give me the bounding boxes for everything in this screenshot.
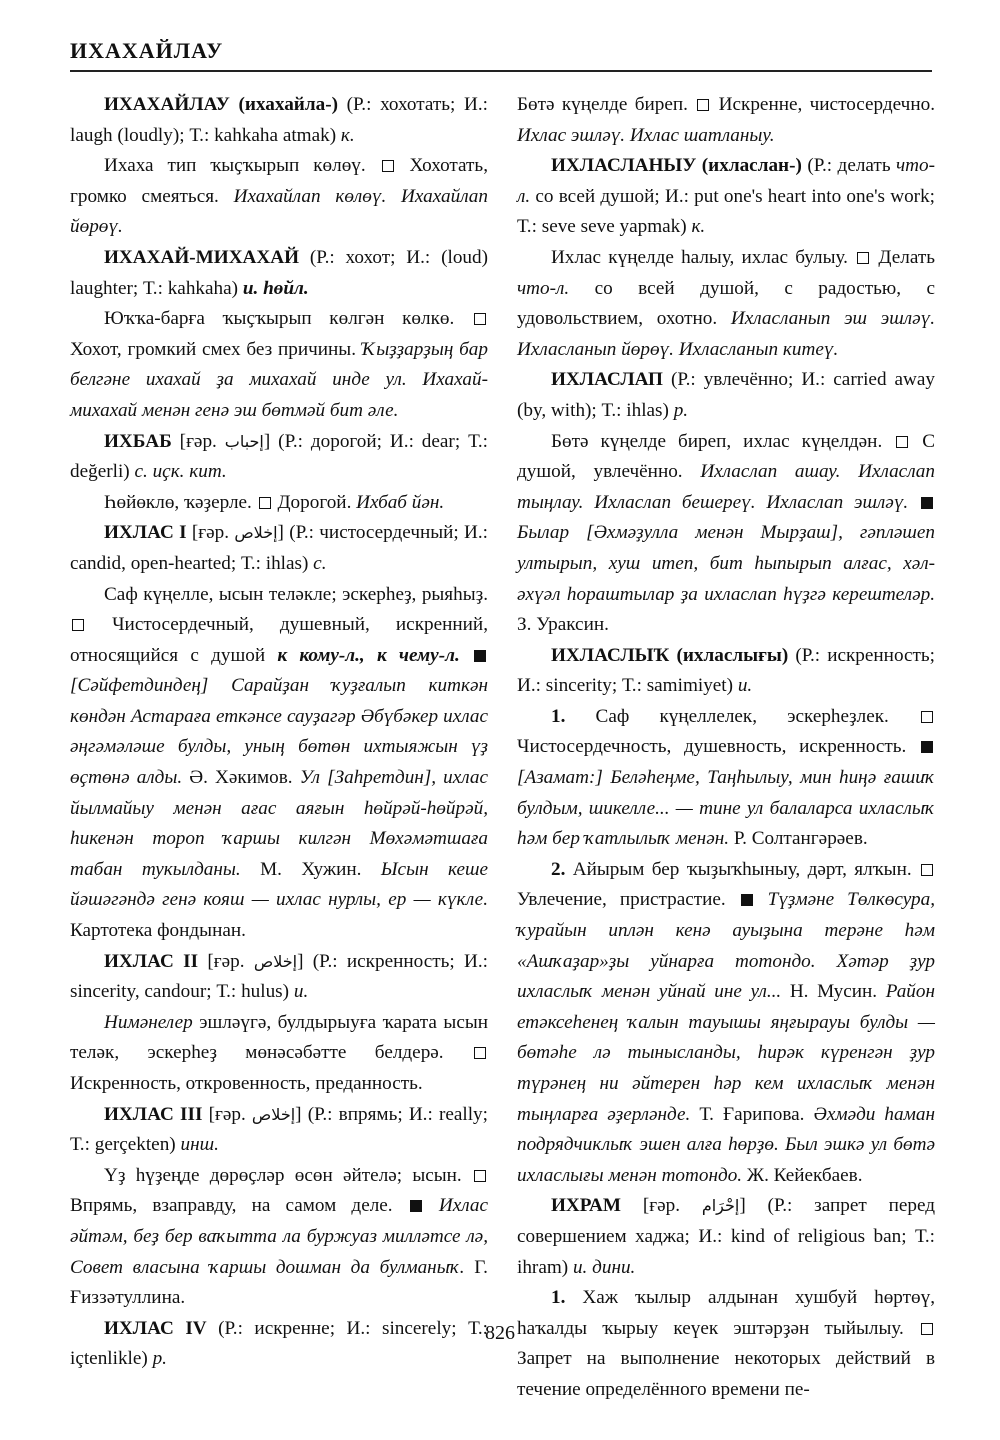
translation-box-icon xyxy=(896,436,908,448)
usage-note: Нимәнелер xyxy=(104,1011,193,1033)
quote-author: М. Хужин. xyxy=(240,858,381,880)
translation: Запрет на выполнение некоторых действий в течение определённого времени пе- xyxy=(517,1348,935,1400)
quotation: Былар [Әхмәҙулла менән Мырҙаш], гәпләшеп ултырып, хуш итеп, бит һыпырып алғас, хәл-әхүәл һораштылар ҙа ихласлап һүҙгә керештеләр. xyxy=(517,522,935,605)
translation: Искренность, откровенность, преданность. xyxy=(70,1073,423,1094)
translation-box-icon xyxy=(857,252,869,264)
headword: ИХЛАС III xyxy=(104,1103,203,1125)
page-number: 826 xyxy=(485,1322,515,1344)
entry-ihlas-2 xyxy=(70,947,488,1008)
quote-square-icon xyxy=(474,650,486,662)
definition: ] (Р.: запрет перед совершением хаджа; И.: kind of religious ban; Т.: ihram) xyxy=(517,1195,935,1278)
example-text: Саф күңелле, ысын теләкле; эскерһеҙ, рыяһыҙ. xyxy=(104,583,488,605)
translation: Впрямь, взаправду, на самом деле. xyxy=(70,1195,408,1217)
arabic-etymon: إخلاص xyxy=(234,523,278,543)
headword: ИХЛАС IV xyxy=(104,1317,207,1339)
sense-2 xyxy=(517,855,935,1192)
pos-tag: и. дини. xyxy=(572,1256,636,1278)
example-text: Ихаха тип ҡыҫҡырып көлөү. xyxy=(104,155,380,177)
headword: ИХАХАЙЛАУ (ихахайла-) xyxy=(104,94,338,115)
source-lang: [ғәр. xyxy=(171,430,225,452)
pos-tag: р. xyxy=(152,1348,167,1370)
sense-1 xyxy=(517,702,935,855)
example-text: Һөйөклө, ҡәҙерле. xyxy=(104,491,257,513)
entry-example xyxy=(70,151,488,243)
headword: ИХБАБ xyxy=(104,430,172,452)
example-text: Хаж ҡылыр алдынан хушбуй һөртөү, һаҡалды ҡырыу кеүек эштәрҙән тыйылыу. xyxy=(517,1287,935,1339)
pos-tag: инш. xyxy=(180,1134,219,1156)
example-phrases: Ихахайлап көлөү. Ихахайлап йөрөү. xyxy=(70,185,488,238)
left-column xyxy=(70,90,488,1375)
quotation: Әхмәди һаман подрядчиклыҡ эшен алға һөрҙө. Был эшкә ул бөтә ихласлығы менән тотондо. xyxy=(517,1103,935,1186)
source-lang: [ғәр. xyxy=(198,950,254,972)
quote-author: Т. Ғарипова. xyxy=(690,1103,814,1125)
pos-tag: и. xyxy=(293,981,309,1003)
pos-tag: р. xyxy=(673,399,689,421)
headword: ИХАХАЙ-МИХАХАЙ xyxy=(104,246,300,268)
example-text: Юҡҡа-барға ҡыҫҡырып көлгән көлкө. xyxy=(104,308,472,330)
translation: С душой, увлечённо. xyxy=(517,430,935,483)
pos-tag: с. xyxy=(313,552,327,574)
entry-example xyxy=(517,90,935,151)
entry-ihbab xyxy=(70,427,488,488)
example-text: эшләүгә, булдырыуға ҡарата ысын теләк, эскерһеҙ мөнәсәбәтте белдерә. xyxy=(70,1011,488,1064)
right-column xyxy=(517,90,935,1406)
entry-ihram xyxy=(517,1191,935,1283)
translation: Искренне, чистосердечно. xyxy=(711,94,935,115)
definition: ] (Р.: чистосердечный; И.: candid, open-hearted; Т.: ihlas) xyxy=(70,522,488,574)
quote-author: Картотека фондынан. xyxy=(70,920,246,942)
quote-author: З. Ураксин. xyxy=(517,614,609,636)
quote-author: Р. Солтангәрәев. xyxy=(729,828,868,850)
arabic-etymon: إحْرَام xyxy=(701,1196,740,1216)
quotation: Ихлас әйтәм, беҙ бер ваҡытта ла буржуаз милләтсе лә, Совет власына ҡаршы дошман да булманыҡ. xyxy=(70,1195,489,1278)
translation-box-icon xyxy=(921,864,933,876)
entry-example xyxy=(517,243,935,365)
translation-box-icon xyxy=(921,711,933,723)
example-text: Саф күңеллелек, эскерһеҙлек. xyxy=(565,705,919,727)
source-lang: [ғәр. xyxy=(186,522,235,544)
pos-tag: с. иҫк. кит. xyxy=(134,461,227,483)
headword: ИХЛАСЛАНЫУ (ихласлан-) xyxy=(551,155,802,177)
definition: ] (Р.: дорогой; И.: dear; Т.: değerli) xyxy=(70,430,488,483)
definition: ] (Р.: искренность; И.: sincerity, candour; Т.: hulus) xyxy=(70,950,488,1003)
entry-ihlaslanyu xyxy=(517,151,935,243)
definition: (Р.: хохот; И.: (loud) laughter; Т.: kahkaha) xyxy=(70,246,488,299)
headword: ИХЛАСЛЫҠ (ихласлығы) xyxy=(551,644,789,666)
headword: ИХРАМ xyxy=(551,1195,622,1217)
translation: Хохот, громкий смех без причины. xyxy=(70,338,362,360)
quote-square-icon xyxy=(741,894,753,906)
quotation: Түҙмәне Төлкөсура, ҡурайын иплән кенә ауыҙына терәне һәм «Ашҡаҙар»ҙы уйнарға тотондо. Хәтәр ҙур ихласлыҡ менән уйнай ине ул... xyxy=(517,889,935,1003)
definition: ] (Р.: впрямь; И.: really; Т.: gerçekten) xyxy=(70,1103,488,1156)
translation: со всей душой, с радостью, с удовольствием, охотно. xyxy=(517,277,935,330)
arabic-etymon: إخلاص xyxy=(251,1104,296,1124)
usage-note: что-л. xyxy=(517,277,570,299)
definition: (Р.: хохотать; И.: laugh (loudly); Т.: kahkaha atmak) xyxy=(70,94,488,146)
example-text: Үҙ һүҙеңде дөрөҫләр өсөн әйтелә; ысын. xyxy=(104,1164,472,1186)
quote-author: Ә. Хәкимов. xyxy=(182,767,300,789)
translation: Делать xyxy=(871,246,935,268)
example-text: Айырым бер ҡыҙыҡһыныу, дәрт, ялҡын. xyxy=(565,858,919,880)
example-phrases: Ҡыҙҙарҙың бар белгәне ихахай ҙа михахай инде ул. Ихахай-михахай менән генә эш бөтмәй бит әле. xyxy=(70,338,488,421)
entry-example xyxy=(70,1161,488,1314)
translation-box-icon xyxy=(259,497,271,509)
example-phrases: Ихласланып эш эшләү. Ихласланып йөрөү. Ихласланып китеү. xyxy=(517,308,935,360)
translation-box-icon xyxy=(474,313,486,325)
definition: (Р.: делать xyxy=(801,155,896,177)
entry-ihahai-mihahai xyxy=(70,243,488,304)
quote-square-icon xyxy=(921,741,933,753)
definition: (Р.: искренность; И.: sincerity; Т.: samimiyet) xyxy=(517,644,935,697)
pos-tag: и. һөйл. xyxy=(242,277,309,299)
translation-box-icon xyxy=(474,1170,486,1182)
quotation: Ул [Заһретдин], ихлас йылмайыу менән ағас аяғын һөйрәй-һөйрәй, һикенән тороп ҡаршы килгән Мөхәмәтшаға табан тукылданы. xyxy=(70,767,489,880)
entry-ihahailau xyxy=(70,90,488,151)
usage-note: к кому-л., к чему-л. xyxy=(277,644,460,666)
entry-example xyxy=(70,580,488,947)
translation: Хохотать, громко смеяться. xyxy=(70,155,488,207)
headword: ИХЛАС I xyxy=(104,522,187,544)
sense-number: 1. xyxy=(551,705,566,727)
entry-ihlas-1 xyxy=(70,518,488,579)
definition: (Р.: искренне; И.: sincerely; Т.: içtenlikle) xyxy=(70,1317,488,1370)
quote-square-icon xyxy=(921,497,933,509)
example-text: Ихлас күңелде һалыу, ихлас булыу. xyxy=(551,246,856,268)
sense-number: 1. xyxy=(551,1287,566,1309)
quote-square-icon xyxy=(410,1200,422,1212)
quote-author: Н. Мусин. xyxy=(781,981,886,1003)
quotation: Ысын кеше йәшәгәндә генә кояш — ихлас нурлы, ер — күкле. xyxy=(70,858,488,911)
translation-box-icon xyxy=(697,99,709,111)
entry-ihlas-3 xyxy=(70,1100,488,1161)
quotation: Район етәксеһенең ҡалын тауышы яңғырауы булды — бөтәһе лә тынысланды, һирәк күренгән ҙур түрәнең ни әйтерен һәр кем ихласлыҡ менән тыңларға әҙерләнде. xyxy=(517,981,935,1125)
headword: ИХЛАС II xyxy=(104,950,199,972)
quotation: [Сәйфетдиндең] Сарайҙан ҡуҙғалып киткән көндән Астарағa еткәнсе сауҙагәр Әбүбәкер ихлас әңгәмәләше булды, уның бөтөн ихтыяжын үҙ өҫтөнә алды. xyxy=(70,675,488,789)
entry-example xyxy=(70,488,488,519)
definition: (Р.: увлечённо; И.: carried away (by, with); Т.: ihlas) xyxy=(517,369,935,421)
quotation: [Азамат:] Беләһеңме, Таңһылыу, мин һиңә ғашиҡ булдым, шикелле... — тине ул балаларса ихласлыҡ һәм бер ҡатлылыҡ менән. xyxy=(517,767,935,850)
example-phrases: Ихласлап ашау. Ихласлап тыңлау. Ихласлап бешереү. Ихласлап эшләү. xyxy=(517,461,935,513)
translation-box-icon xyxy=(474,1047,486,1059)
translation: Увлечение, пристрастие. xyxy=(517,889,739,911)
source-lang: [ғәр. xyxy=(202,1103,252,1125)
translation: Дорогой. xyxy=(272,491,357,513)
pos-tag: к. xyxy=(691,216,706,238)
translation: Чистосердечный, душевный, искренний, относящийся с душой xyxy=(70,614,488,666)
entry-example xyxy=(70,304,488,426)
entry-ihlaslap xyxy=(517,365,935,426)
translation-box-icon xyxy=(382,160,394,172)
running-head: ИХАХАЙЛАУ xyxy=(70,38,932,72)
example-text: Бөтә күңелде биреп. xyxy=(517,94,696,115)
source-lang: [ғәр. xyxy=(621,1195,702,1217)
usage-note: что-л. xyxy=(517,155,935,207)
translation-box-icon xyxy=(72,619,84,631)
arabic-etymon: إحباب xyxy=(224,431,264,451)
pos-tag: к. xyxy=(340,124,355,146)
headword: ИХЛАСЛАП xyxy=(551,369,663,391)
arabic-etymon: إخلاص xyxy=(253,951,298,971)
translation: Чистосердечность, душевность, искренность. xyxy=(517,736,919,758)
pos-tag: и. xyxy=(737,675,753,697)
example-phrases: Ихбаб йән. xyxy=(356,491,445,513)
example-text: Бөтә күңелде биреп, ихлас күңелдән. xyxy=(551,430,895,452)
quote-author: Г. Ғиззәтуллина. xyxy=(70,1256,488,1309)
definition: со всей душой; И.: put one's heart into one's work; Т.: seve seve yapmak) xyxy=(517,185,935,238)
entry-example xyxy=(517,427,935,641)
sense-number: 2. xyxy=(551,858,566,880)
entry-ihlaslyq xyxy=(517,641,935,702)
example-phrases: Ихлас эшләү. Ихлас шатланыу. xyxy=(517,124,775,146)
quote-author: Ж. Кейекбаев. xyxy=(742,1164,863,1186)
entry-example xyxy=(70,1008,488,1100)
